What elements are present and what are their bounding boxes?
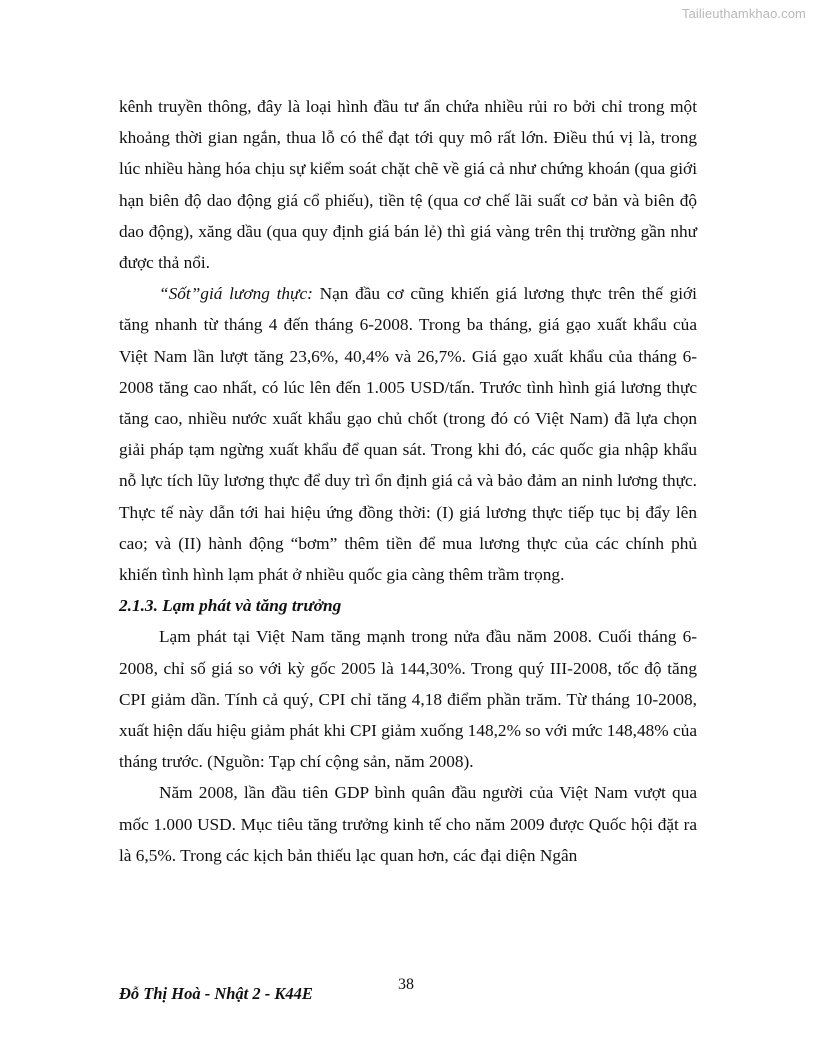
footer-author: Đỗ Thị Hoà - Nhật 2 - K44E <box>119 984 313 1003</box>
food-price-fever-body: Nạn đầu cơ cũng khiến giá lương thực trên thế giới tăng nhanh từ tháng 4 đến tháng 6-2008. Trong ba tháng, giá gạo xuất khẩu của Việt Nam lần lượt tăng 23,6%, 40,4% và 26,7%. Giá gạo xuất khẩu của tháng 6-2008 tăng cao nhất, có lúc lên đến 1.005 USD/tấn. Trước tình hình giá lương thực tăng cao, nhiều nước xuất khẩu gạo chủ chốt (trong đó có Việt Nam) đã lựa chọn giải pháp tạm ngừng xuất khẩu để quan sát. Trong khi đó, các quốc gia nhập khẩu nỗ lực tích lũy lương thực để duy trì ổn định giá cả và bảo đảm an ninh lương thực. Thực tế này dẫn tới hai hiệu ứng đồng thời: (I) giá lương thực tiếp tục bị đẩy lên cao; và (II) hành động “bơm” thêm tiền để mua lương thực của các chính phủ khiến tình hình lạm phát ở nhiều quốc gia càng thêm trầm trọng. <box>119 284 697 585</box>
food-price-fever-lead: “Sốt”giá lương thực: <box>159 284 313 304</box>
paragraph-food-price-fever <box>119 278 697 590</box>
paragraph-gold-market: kênh truyền thông, đây là loại hình đầu tư ẩn chứa nhiều rủi ro bởi chỉ trong một khoảng thời gian ngắn, thua lỗ có thể đạt tới quy mô rất lớn. Điều thú vị là, trong lúc nhiều hàng hóa chịu sự kiểm soát chặt chẽ về giá cả như chứng khoán (qua giới hạn biên độ dao động giá cổ phiếu), tiền tệ (qua cơ chế lãi suất cơ bản và biên độ dao động), xăng dầu (qua quy định giá bán lẻ) thì giá vàng trên thị trường gần như được thả nổi. <box>119 97 697 273</box>
paragraph-gdp: Năm 2008, lần đầu tiên GDP bình quân đầu người của Việt Nam vượt qua mốc 1.000 USD. Mục tiêu tăng trưởng kinh tế cho năm 2009 được Quốc hội đặt ra là 6,5%. Trong các kịch bản thiếu lạc quan hơn, các đại diện Ngân <box>119 783 697 865</box>
page-number: 38 <box>398 976 414 993</box>
document-body <box>119 91 697 871</box>
watermark-text: Tailieuthamkhao.com <box>681 6 806 21</box>
section-heading: 2.1.3. Lạm phát và tăng trưởng <box>119 596 342 616</box>
paragraph-inflation: Lạm phát tại Việt Nam tăng mạnh trong nửa đầu năm 2008. Cuối tháng 6-2008, chỉ số giá so với kỳ gốc 2005 là 144,30%. Trong quý III-2008, tốc độ tăng CPI giảm dần. Tính cả quý, CPI chỉ tăng 4,18 điểm phần trăm. Từ tháng 10-2008, xuất hiện dấu hiệu giảm phát khi CPI giảm xuống 148,2% so với mức 148,48% của tháng trước. (Nguồn: Tạp chí cộng sản, năm 2008). <box>119 627 697 772</box>
